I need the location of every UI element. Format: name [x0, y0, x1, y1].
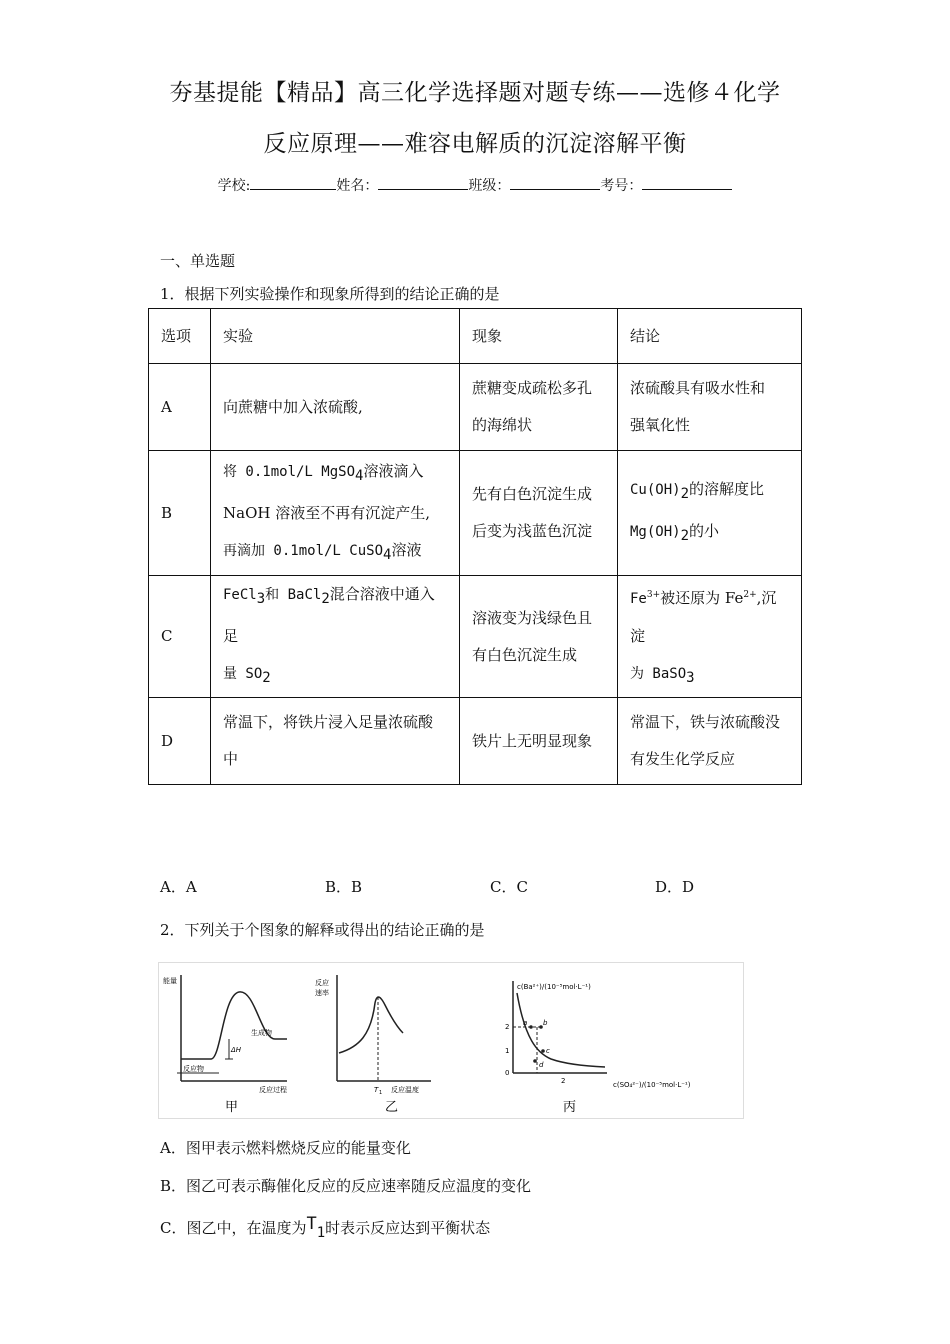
text-line: 浓硫酸具有吸水性和 — [630, 379, 766, 397]
row-option-c: C — [149, 576, 211, 698]
figures-svg — [159, 963, 743, 1118]
text-line: 溶液变为浅绿色且 — [472, 608, 593, 627]
row-option-d: D — [149, 698, 211, 785]
bing-solubility-curve — [517, 993, 605, 1067]
class-label: 班级： — [468, 178, 511, 194]
text-line: 常温下，将铁片浸入足量浓硫酸 — [223, 713, 434, 731]
table-row — [149, 576, 802, 698]
bing-label-b: b — [543, 1019, 548, 1027]
jia-dh-label: ΔH — [231, 1046, 242, 1054]
header-phenomenon: 现象 — [460, 309, 618, 364]
jia-caption: 甲 — [225, 1100, 239, 1115]
row-option-b: B — [149, 451, 211, 576]
section-heading: 一、单选题 — [160, 252, 236, 270]
row-c-experiment — [211, 576, 460, 698]
page-title-line-1: 夯基提能【精品】高三化学选择题对题专练——选修４化学 — [169, 80, 781, 106]
table-row — [149, 364, 802, 451]
bing-label-d: d — [539, 1061, 544, 1069]
row-b-experiment — [211, 451, 460, 576]
figure-jia — [163, 975, 287, 1115]
bing-xtick-2: 2 — [561, 1077, 566, 1085]
row-c-phenomenon — [460, 576, 618, 698]
row-a-experiment-text: 向蔗糖中加入浓硫酸, — [223, 397, 363, 416]
row-a-phenomenon — [460, 364, 618, 451]
row-b-phenomenon — [460, 451, 618, 576]
subscript: 2 — [321, 591, 330, 607]
superscript: 2+ — [743, 589, 757, 600]
text-line: 的小 — [689, 522, 720, 540]
table-header-row — [149, 309, 802, 364]
answer-option-b[interactable]: B．图乙可表示酶催化反应的反应速率随反应温度的变化 — [160, 1177, 532, 1195]
subscript: 2 — [680, 528, 690, 544]
jia-ylabel: 能量 — [163, 977, 177, 985]
exam-no-blank — [642, 175, 732, 190]
text-line: Cu(OH) — [630, 482, 681, 498]
option-b[interactable]: B．B — [325, 878, 363, 896]
text-line: 将 0.1mol/L MgSO — [223, 463, 356, 480]
question-2-stem: 2．下列关于个图象的解释或得出的结论正确的是 — [160, 921, 485, 939]
row-a-conclusion — [618, 364, 802, 451]
exam-no-label: 考号： — [600, 178, 643, 194]
figure-bing — [505, 981, 691, 1115]
answer-c-text-2: 时表示反应达到平衡状态 — [325, 1219, 491, 1237]
bing-ylabel: c(Ba²⁺)/(10⁻⁵mol·L⁻¹) — [517, 983, 591, 991]
name-blank — [378, 175, 468, 190]
figure-yi — [315, 975, 431, 1115]
text-line: 为 BaSO — [630, 665, 687, 682]
header-conclusion: 结论 — [618, 309, 802, 364]
subscript: 2 — [262, 670, 271, 686]
text-line: ,沉淀 — [630, 588, 777, 645]
text-line: 再滴加 0.1mol/L CuSO — [223, 542, 384, 559]
answer-c-text-1: C．图乙中，在温度为 — [160, 1219, 307, 1237]
text-line: 和 BaCl — [265, 587, 322, 603]
yi-rate-curve — [339, 997, 403, 1053]
question-1-stem: 1．根据下列实验操作和现象所得到的结论正确的是 — [160, 285, 500, 303]
bing-caption: 丙 — [563, 1100, 577, 1115]
text-line: 强氧化性 — [630, 416, 691, 434]
yi-t1-subscript: 1 — [379, 1090, 383, 1096]
subscript: 3 — [256, 591, 266, 607]
row-d-phenomenon — [460, 698, 618, 785]
text-line: 的海绵状 — [472, 416, 533, 434]
school-blank — [250, 175, 336, 190]
bing-origin: 0 — [505, 1069, 510, 1077]
row-d-experiment — [211, 698, 460, 785]
text-line: 中 — [223, 750, 239, 768]
text-line: 先有白色沉淀生成 — [472, 485, 593, 503]
bing-label-a: a — [523, 1019, 528, 1027]
yi-ylabel-1: 反应 — [315, 979, 329, 987]
text-line: NaOH 溶液至不再有沉淀产生, — [223, 503, 430, 522]
t1-symbol: T — [306, 1214, 317, 1234]
row-a-experiment — [211, 364, 460, 451]
bing-ytick-2: 2 — [505, 1023, 510, 1031]
text-line: Fe — [630, 590, 647, 607]
yi-t1-label: T — [374, 1086, 379, 1094]
name-label: 姓名： — [336, 178, 379, 194]
option-a[interactable]: A．A — [160, 878, 197, 896]
row-d-conclusion — [618, 698, 802, 785]
student-info-line — [0, 175, 950, 195]
row-option-a: A — [149, 364, 211, 451]
class-blank — [510, 175, 600, 190]
bing-ytick-1: 1 — [505, 1047, 510, 1055]
page-title-line-2: 反应原理——难容电解质的沉淀溶解平衡 — [263, 131, 687, 157]
header-experiment: 实验 — [211, 309, 460, 364]
t1-subscript: 1 — [316, 1225, 326, 1241]
text-line: 溶液 — [391, 540, 422, 559]
bing-xlabel: c(SO₄²⁻)/(10⁻⁵mol·L⁻¹) — [613, 1081, 691, 1089]
yi-ylabel-2: 速率 — [315, 989, 329, 997]
jia-product-label: 生成物 — [251, 1029, 272, 1037]
text-line: 有发生化学反应 — [630, 750, 736, 768]
text-line: 有白色沉淀生成 — [472, 645, 578, 664]
jia-reactant-label: 反应物 — [183, 1065, 204, 1073]
subscript: 3 — [686, 669, 695, 686]
option-c[interactable]: C．C — [490, 878, 528, 896]
superscript: 3+ — [646, 589, 661, 600]
text-line: 后变为浅蓝色沉淀 — [472, 522, 593, 540]
table-row — [149, 698, 802, 785]
subscript: 4 — [383, 546, 392, 563]
text-line: 溶液滴入 — [363, 461, 424, 480]
bing-point-c — [541, 1049, 545, 1053]
text-line: 混合溶液中通入足 — [223, 585, 435, 645]
text-line: 常温下，铁与浓硫酸没 — [630, 713, 781, 731]
subscript: 2 — [680, 486, 690, 502]
text-line: 的溶解度比 — [689, 480, 765, 498]
jia-xlabel: 反应过程 — [259, 1086, 287, 1094]
text-line: 铁片上无明显现象 — [472, 731, 593, 750]
text-line: 量 SO — [223, 666, 263, 682]
text-line: Mg(OH) — [630, 524, 681, 540]
option-d[interactable]: D．D — [655, 878, 695, 896]
answer-option-a[interactable]: A．图甲表示燃料燃烧反应的能量变化 — [160, 1139, 411, 1157]
yi-caption: 乙 — [385, 1100, 399, 1115]
bing-point-d — [533, 1059, 537, 1063]
experiment-table — [148, 308, 802, 785]
row-b-conclusion — [618, 451, 802, 576]
header-option: 选项 — [149, 309, 211, 364]
yi-xlabel: 反应温度 — [391, 1086, 419, 1094]
row-c-conclusion — [618, 576, 802, 698]
bing-label-c: c — [546, 1047, 550, 1055]
question-2-figures — [158, 962, 744, 1119]
subscript: 4 — [355, 467, 364, 484]
text-line: 蔗糖变成疏松多孔 — [472, 379, 593, 397]
table-row — [149, 451, 802, 576]
text-line: FeCl — [223, 587, 257, 603]
answer-option-c[interactable] — [160, 1214, 491, 1241]
text-line: 被还原为 Fe — [660, 588, 744, 607]
school-label: 学校: — [217, 178, 251, 194]
bing-point-a — [529, 1025, 533, 1029]
